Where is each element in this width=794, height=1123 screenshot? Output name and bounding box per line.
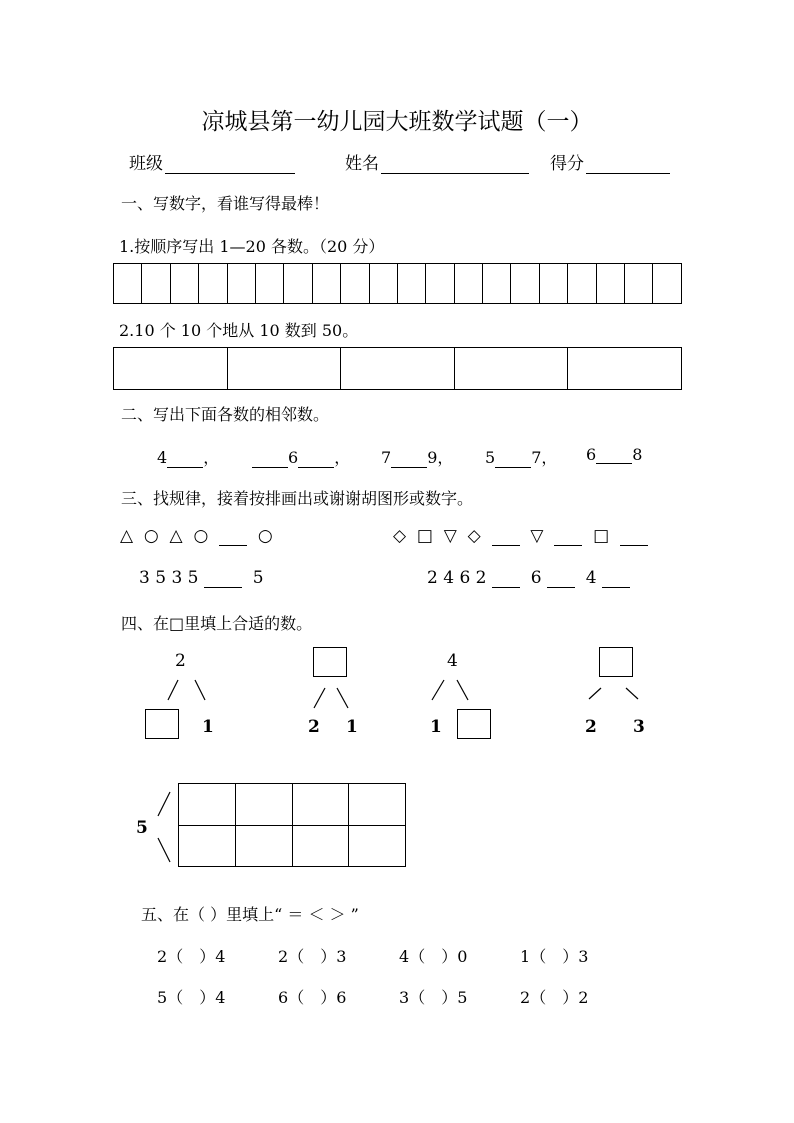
compare-item: 2（ ）4 [157, 947, 226, 966]
compare-item: 2（ ）2 [520, 988, 589, 1007]
tree-right-number: 1 [346, 717, 358, 737]
question2: 2.10 个 10 个地从 10 数到 50。 [119, 321, 359, 340]
answer-paren[interactable]: （ ） [409, 988, 458, 1007]
grid-cell[interactable] [235, 784, 292, 826]
tree-left-number: 2 [308, 717, 320, 737]
number-sequence-1: 3 5 3 5 5 [139, 568, 264, 588]
compare-item: 2（ ）3 [278, 947, 347, 966]
neighbor-item: 6 ， [252, 445, 350, 468]
tree-left-number: 1 [430, 717, 442, 737]
answer-paren[interactable]: （ ） [167, 988, 216, 1007]
neighbor-item: 7 9， [381, 448, 454, 467]
grid-cell[interactable] [292, 825, 349, 867]
answer-paren[interactable]: （ ） [530, 988, 579, 1007]
down-triangle-icon: ▽ [530, 526, 544, 546]
neighbor-item: 5 7， [485, 448, 558, 467]
tree-right-number: 1 [202, 717, 214, 737]
circle-icon: ○ [257, 526, 273, 546]
compare-item: 6（ ）6 [278, 988, 347, 1007]
down-triangle-icon: ▽ [443, 526, 457, 546]
five-number: 5 [136, 818, 148, 838]
page-title: 凉城县第一幼儿园大班数学试题（一） [201, 109, 593, 135]
triangle-icon: △ [169, 526, 183, 546]
square-icon: □ [416, 526, 433, 546]
tree-right-number: 3 [633, 717, 645, 737]
grid-cell[interactable] [349, 784, 406, 826]
answer-box[interactable] [599, 647, 633, 677]
neighbor-item: 4 ， [157, 448, 220, 467]
compare-item: 5（ ）4 [157, 988, 226, 1007]
answer-paren[interactable]: （ ） [409, 947, 458, 966]
triangle-icon: △ [120, 526, 134, 546]
decomposition-grid [178, 783, 406, 867]
section5-heading: 五、在（ ）里填上“ ＝ ＜ ＞ ” [141, 905, 359, 924]
compare-item: 1（ ）3 [520, 947, 589, 966]
answer-box[interactable] [145, 709, 179, 739]
tree-top-number: 2 [175, 651, 186, 671]
answer-box[interactable] [313, 647, 347, 677]
question1: 1.按顺序写出 1—20 各数。（20 分） [119, 237, 385, 256]
answer-box[interactable] [457, 709, 491, 739]
compare-item: 4（ ）0 [399, 947, 468, 966]
grid-cell[interactable] [349, 825, 406, 867]
diamond-icon: ◇ [467, 526, 481, 546]
compare-item: 3（ ）5 [399, 988, 468, 1007]
circle-icon: ○ [193, 526, 209, 546]
number-sequence-2: 2 4 6 2 6 4 [427, 568, 630, 588]
section1-heading: 一、写数字，看谁写得最棒！ [121, 194, 330, 213]
grid-cell[interactable] [292, 784, 349, 826]
answer-paren[interactable]: （ ） [530, 947, 579, 966]
neighbor-item: 6 8 [586, 445, 643, 464]
answer-paren[interactable]: （ ） [167, 947, 216, 966]
section3-heading: 三、找规律，接着按排画出或谢谢胡图形或数字。 [121, 489, 474, 508]
tree-top-number: 4 [447, 651, 458, 671]
answer-paren[interactable]: （ ） [288, 947, 337, 966]
section4-heading: 四、在□里填上合适的数。 [121, 614, 313, 633]
answer-paren[interactable]: （ ） [288, 988, 337, 1007]
class-label: 班级 [129, 154, 163, 174]
grid-cell[interactable] [179, 825, 236, 867]
score-label: 得分 [550, 154, 584, 174]
diamond-icon: ◇ [393, 526, 407, 546]
circle-icon: ○ [143, 526, 159, 546]
name-label: 姓名 [345, 154, 379, 174]
grid-cell[interactable] [235, 825, 292, 867]
tree-left-number: 2 [585, 717, 597, 737]
square-icon: □ [593, 526, 610, 546]
grid-cell[interactable] [179, 784, 236, 826]
section2-heading: 二、写出下面各数的相邻数。 [121, 405, 330, 424]
